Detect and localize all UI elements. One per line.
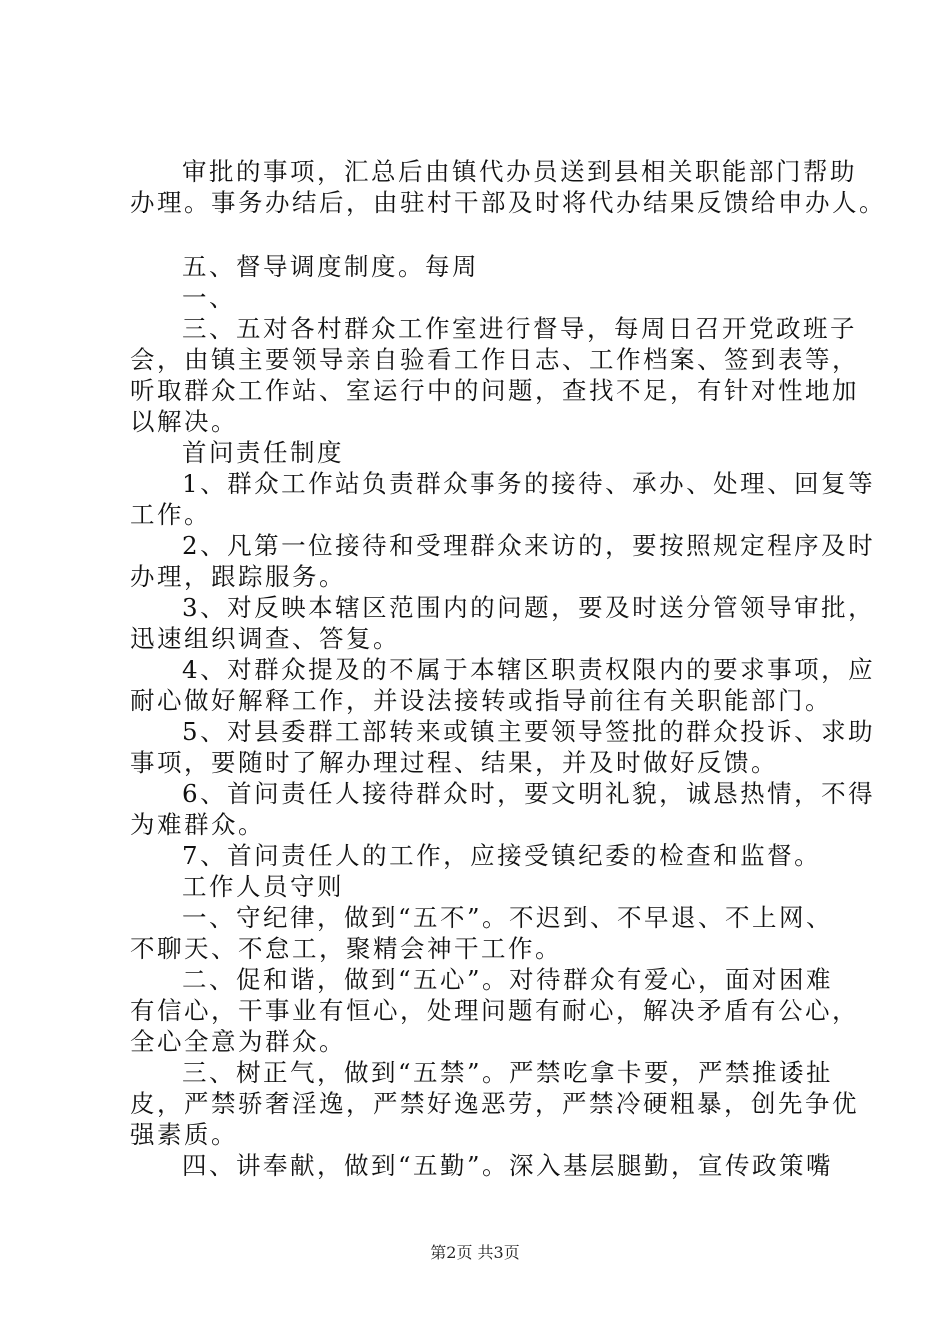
text-line: 以解决。 xyxy=(130,407,238,436)
text-line: 一、 xyxy=(182,283,236,312)
text-line: 二、促和谐，做到“五心”。对待群众有爱心，面对困难 xyxy=(182,965,834,994)
text-line: 审批的事项，汇总后由镇代办员送到县相关职能部门帮助 xyxy=(182,157,857,186)
text-line: 不聊天、不怠工，聚精会神干工作。 xyxy=(130,934,562,963)
text-line: 五、督导调度制度。每周 xyxy=(182,252,479,281)
text-line: 三、树正气，做到“五禁”。严禁吃拿卡要，严禁推诿扯 xyxy=(182,1058,834,1087)
text-line: 听取群众工作站、室运行中的问题，查找不足，有针对性地加 xyxy=(130,376,859,405)
text-line: 迅速组织调查、答复。 xyxy=(130,624,400,653)
text-line: 全心全意为群众。 xyxy=(130,1027,346,1056)
text-line: 会，由镇主要领导亲自验看工作日志、工作档案、签到表等， xyxy=(130,345,859,374)
text-line: 三、五对各村群众工作室进行督导，每周日召开党政班子 xyxy=(182,314,857,343)
text-line: 强素质。 xyxy=(130,1120,238,1149)
text-line: 7、首问责任人的工作，应接受镇纪委的检查和监督。 xyxy=(182,841,822,870)
text-line: 5、对县委群工部转来或镇主要领导签批的群众投诉、求助 xyxy=(182,717,876,746)
text-line: 首问责任制度 xyxy=(182,438,344,467)
text-line: 2、凡第一位接待和受理群众来访的，要按照规定程序及时 xyxy=(182,531,876,560)
text-line: 事项，要随时了解办理过程、结果，并及时做好反馈。 xyxy=(130,748,778,777)
text-line: 办理。事务办结后，由驻村干部及时将代办结果反馈给申办人。 xyxy=(130,188,886,217)
text-line: 办理，跟踪服务。 xyxy=(130,562,346,591)
page-footer: 第2页 共3页 xyxy=(430,1243,520,1262)
text-line: 工作人员守则 xyxy=(182,872,344,901)
text-line: 为难群众。 xyxy=(130,810,265,839)
text-line: 耐心做好解释工作，并设法接转或指导前往有关职能部门。 xyxy=(130,686,832,715)
text-line: 工作。 xyxy=(130,500,211,529)
text-line: 皮，严禁骄奢淫逸，严禁好逸恶劳，严禁冷硬粗暴，创先争优 xyxy=(130,1089,859,1118)
text-line: 3、对反映本辖区范围内的问题，要及时送分管领导审批， xyxy=(182,593,876,622)
text-line: 一、守纪律，做到“五不”。不迟到、不早退、不上网、 xyxy=(182,903,834,932)
text-line: 有信心，干事业有恒心，处理问题有耐心，解决矛盾有公心， xyxy=(130,996,859,1025)
text-line: 1、群众工作站负责群众事务的接待、承办、处理、回复等 xyxy=(182,469,876,498)
text-line: 6、首问责任人接待群众时，要文明礼貌，诚恳热情，不得 xyxy=(182,779,876,808)
text-line: 四、讲奉献，做到“五勤”。深入基层腿勤，宣传政策嘴 xyxy=(182,1151,834,1180)
text-line: 4、对群众提及的不属于本辖区职责权限内的要求事项，应 xyxy=(182,655,876,684)
